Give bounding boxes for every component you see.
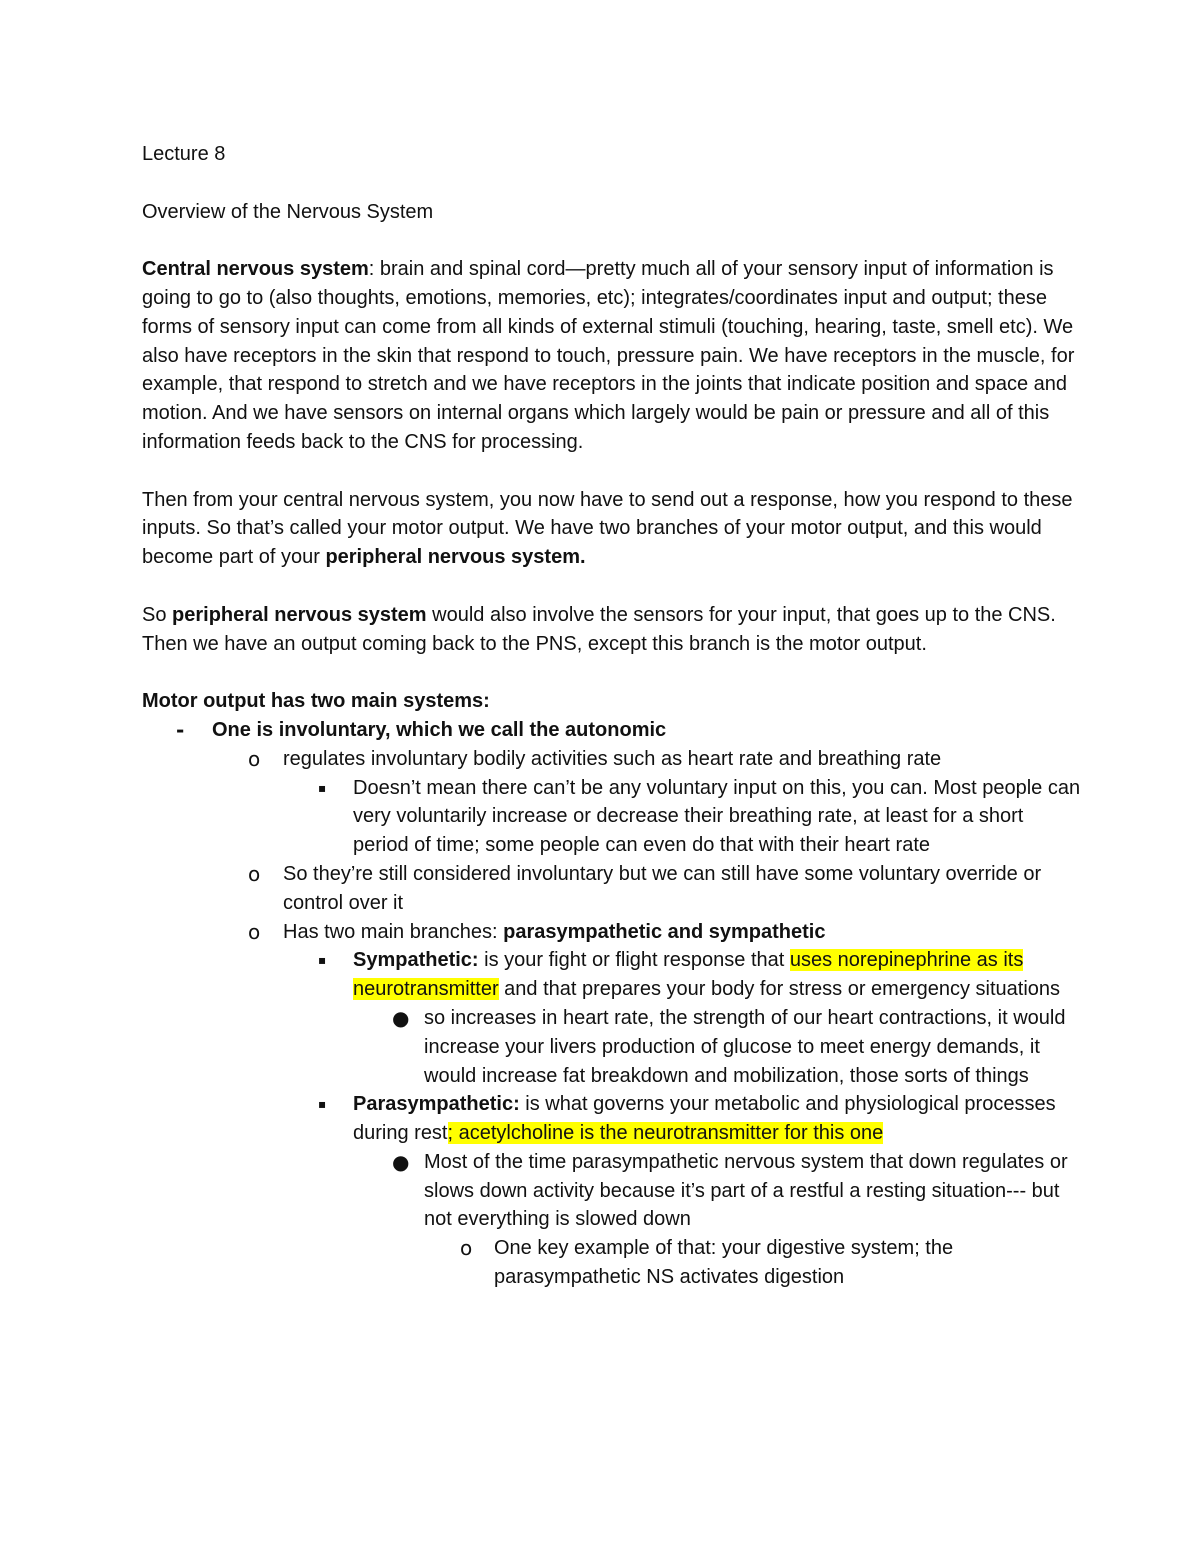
sympathetic-text-2: and that prepares your body for stress or emergency situations	[498, 978, 1061, 1001]
cns-term: Central nervous system	[142, 258, 369, 281]
motor-output-text: Then from your central nervous system, you now have to send out a response, how you respond to these inputs. So that’s called your motor output. We have two branches of your motor output, and this would become part of your	[142, 488, 1073, 569]
list-item-parasympathetic	[142, 1090, 1082, 1148]
sympathetic-text-1: is your fight or flight response that	[478, 949, 790, 972]
circle-bullet: o	[248, 861, 261, 886]
branches-bold: parasympathetic and sympathetic	[503, 920, 826, 943]
circle-bullet: o	[460, 1236, 473, 1261]
pns-pre: So	[142, 603, 173, 626]
list-item-voluntary-note	[142, 774, 1082, 860]
list-item-digestion-example	[142, 1234, 1082, 1292]
circle-bullet: o	[248, 919, 261, 944]
motor-output-paragraph	[142, 486, 1082, 572]
still-involuntary-text: So they’re still considered involuntary but we can still have some voluntary override or control over it	[283, 862, 1042, 914]
parasympathetic-highlight: ; acetylcholine is the neurotransmitter for this one	[447, 1122, 884, 1145]
parasympathetic-text: is what governs your metabolic and physiological processes during rest	[353, 1093, 1056, 1145]
list-item-involuntary	[142, 716, 1082, 745]
pns-paragraph	[142, 601, 1082, 659]
square-bullet: ▪	[318, 953, 327, 968]
branches-text: Has two main branches:	[283, 920, 504, 943]
sympathetic-label: Sympathetic:	[353, 949, 479, 972]
cns-text: : brain and spinal cord—pretty much all of your sensory input of information is going to go to (also thoughts, emotions, memories, etc); integrates/coordinates input and output; these forms of sensory input can come from all kinds of external stimuli (touching, hearing, taste, smell etc). We also have receptors in the skin that respond to touch, pressure pain. We have receptors in the muscle, for example, that respond to stretch and we have receptors in the joints that indicate position and space and motion. And we have sensors on internal organs which largely would be pain or pressure and all of this information feeds back to the CNS for processing.	[142, 258, 1075, 453]
parasympathetic-label: Parasympathetic:	[353, 1093, 520, 1116]
square-bullet: ▪	[318, 780, 327, 795]
lecture-title: Lecture 8	[142, 143, 226, 165]
digestion-example-text: One key example of that: your digestive system; the parasympathetic NS activates digestion	[494, 1237, 954, 1289]
involuntary-text: One is involuntary, which we call the autonomic	[212, 718, 667, 741]
circle-bullet: o	[248, 746, 261, 771]
motor-heading: Motor output has two main systems:	[142, 690, 490, 713]
square-bullet: ▪	[318, 1097, 327, 1112]
sympathetic-detail-text: so increases in heart rate, the strength of our heart contractions, it would increase your livers production of glucose to meet energy demands, it would increase fat breakdown and mobilization, those sorts of things	[424, 1006, 1066, 1087]
list-item-branches	[142, 918, 1082, 947]
pns-term-bold: peripheral nervous system	[172, 603, 427, 626]
parasympathetic-detail-text: Most of the time parasympathetic nervous system that down regulates or slows down activity because it’s part of a restful a resting situation--- but not everything is slowed down	[424, 1150, 1068, 1231]
list-item-still-involuntary	[142, 860, 1082, 918]
voluntary-note-text: Doesn’t mean there can’t be any voluntary input on this, you can. Most people can very voluntarily increase or decrease their breathing rate, at least for a short period of time; some people can even do that with their heart rate	[353, 776, 1081, 857]
sympathetic-highlight: uses norepinephrine as its neurotransmitter	[353, 949, 1024, 1001]
document-page	[142, 140, 1082, 1292]
dash-bullet: -	[176, 717, 185, 742]
list-item-parasympathetic-detail	[142, 1148, 1082, 1234]
pns-text: would also involve the sensors for your input, that goes up to the CNS. Then we have an output coming back to the PNS, except this branch is the motor output.	[142, 603, 1056, 655]
cns-paragraph	[142, 255, 1082, 457]
list-item-sympathetic-detail	[142, 1004, 1082, 1090]
pns-term: peripheral nervous system.	[325, 546, 586, 569]
list-item-regulates	[142, 745, 1082, 774]
section-title: Overview of the Nervous System	[142, 200, 434, 223]
dot-bullet: ●	[392, 1005, 410, 1030]
regulates-text: regulates involuntary bodily activities such as heart rate and breathing rate	[283, 747, 942, 770]
dot-bullet: ●	[392, 1149, 410, 1174]
list-item-sympathetic	[142, 946, 1082, 1004]
